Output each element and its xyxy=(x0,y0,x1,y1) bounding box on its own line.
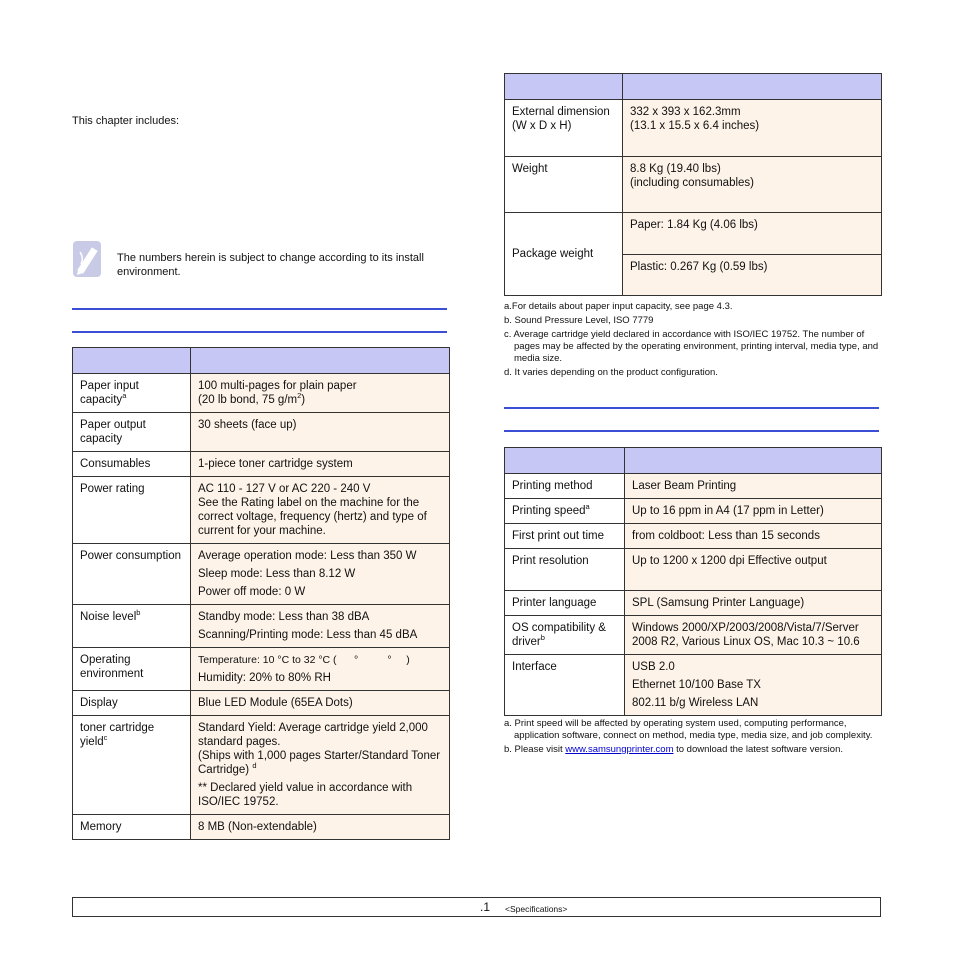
section-rule-top xyxy=(504,407,879,409)
row-label: Printing speed$^a$ xyxy=(505,499,625,524)
row-value: from coldboot: Less than 15 seconds xyxy=(625,524,882,549)
section-rule-bottom xyxy=(504,430,879,432)
table-row xyxy=(73,691,450,716)
table-row xyxy=(505,524,882,549)
footnote: a.For details about paper input capacity, see page 4.3. xyxy=(504,301,733,312)
table-row xyxy=(73,815,450,840)
row-value: Average operation mode: Less than 350 W Sleep mode: Less than 8.12 W Power off mode: 0 W xyxy=(191,544,450,605)
row-label: Operating environment xyxy=(73,648,191,691)
row-label: toner cartridge yield$^c$ xyxy=(73,716,191,815)
intro-text: This chapter includes: xyxy=(72,115,179,127)
table-row xyxy=(73,413,450,452)
note-text: The numbers herein is subject to change according to its install environment. xyxy=(117,252,424,278)
table-row xyxy=(73,452,450,477)
row-label: Interface xyxy=(505,655,625,716)
row-label: External dimension (W x D x H) xyxy=(505,100,623,157)
row-value: 8.8 Kg (19.40 lbs) (including consumables) xyxy=(623,157,882,213)
row-label: Consumables xyxy=(73,452,191,477)
printer-spec-table xyxy=(504,447,882,716)
dimension-spec-table xyxy=(504,73,882,296)
row-value: Paper: 1.84 Kg (4.06 lbs) xyxy=(623,213,882,255)
row-value: Laser Beam Printing xyxy=(625,474,882,499)
footnotes-general xyxy=(504,301,880,381)
page-number: .1 xyxy=(480,900,491,914)
row-value: 30 sheets (face up) xyxy=(191,413,450,452)
header-cell xyxy=(191,348,450,374)
table-row xyxy=(505,213,882,255)
table-row xyxy=(73,374,450,413)
footnote: d. It varies depending on the product configuration. xyxy=(504,367,718,378)
section-rule-top xyxy=(72,308,447,310)
table-header-row xyxy=(73,348,450,374)
page-footer xyxy=(72,897,881,917)
header-cell xyxy=(623,74,882,100)
footnote: b. Sound Pressure Level, ISO 7779 xyxy=(504,315,654,326)
table-row xyxy=(73,544,450,605)
row-value: Blue LED Module (65EA Dots) xyxy=(191,691,450,716)
header-cell xyxy=(505,74,623,100)
row-label: OS compatibility & driver$^b$ xyxy=(505,616,625,655)
row-value: USB 2.0 Ethernet 10/100 Base TX 802.11 b/g Wireless LAN xyxy=(625,655,882,716)
table-row xyxy=(73,605,450,648)
row-value: 1-piece toner cartridge system xyxy=(191,452,450,477)
table-header-row xyxy=(505,448,882,474)
row-label: Paper output capacity xyxy=(73,413,191,452)
note-pencil-icon xyxy=(72,240,102,278)
table-row xyxy=(505,499,882,524)
row-value: 332 x 393 x 162.3mm (13.1 x 15.5 x 6.4 inches) xyxy=(623,100,882,157)
general-spec-table xyxy=(72,347,450,840)
row-label: Power rating xyxy=(73,477,191,544)
table-row xyxy=(505,655,882,716)
row-label: Display xyxy=(73,691,191,716)
table-row xyxy=(505,616,882,655)
row-value: Up to 1200 x 1200 dpi Effective output xyxy=(625,549,882,591)
row-label: Print resolution xyxy=(505,549,625,591)
row-value: 8 MB (Non-extendable) xyxy=(191,815,450,840)
row-label: Printing method xyxy=(505,474,625,499)
row-label: First print out time xyxy=(505,524,625,549)
row-label: Paper input capacity$^a$ xyxy=(73,374,191,413)
section-rule-bottom xyxy=(72,331,447,333)
header-cell xyxy=(625,448,882,474)
row-value: Temperature: 10 °C to 32 °C ( ° ° ) Humidity: 20% to 80% RH xyxy=(191,648,450,691)
row-value: Standby mode: Less than 38 dBA Scanning/Printing mode: Less than 45 dBA xyxy=(191,605,450,648)
row-label: Memory xyxy=(73,815,191,840)
table-row xyxy=(73,648,450,691)
header-cell xyxy=(73,348,191,374)
row-label: Power consumption xyxy=(73,544,191,605)
row-label: Package weight xyxy=(505,213,623,296)
row-value: Standard Yield: Average cartridge yield 2,000 standard pages. (Ships with 1,000 pages Starter/Standard Toner Cartridge) $^d$ ** Declared yield value in accordance with ISO/IEC 19752. xyxy=(191,716,450,815)
footnote: a. Print speed will be affected by operating system used, computing performance, application software, connect on method, media type, media size, and job complexity. xyxy=(504,718,873,741)
row-value: Windows 2000/XP/2003/2008/Vista/7/Server 2008 R2, Various Linux OS, Mac 10.3 ~ 10.6 xyxy=(625,616,882,655)
row-value: Up to 16 ppm in A4 (17 ppm in Letter) xyxy=(625,499,882,524)
footnote: b. Please visit www.samsungprinter.com to download the latest software version. xyxy=(504,744,843,755)
row-value: Plastic: 0.267 Kg (0.59 lbs) xyxy=(623,255,882,296)
row-label: Noise level$^b$ xyxy=(73,605,191,648)
table-row xyxy=(505,549,882,591)
table-row xyxy=(73,477,450,544)
row-value: 100 multi-pages for plain paper (20 lb bond, 75 $g/m^2$) xyxy=(191,374,450,413)
table-row xyxy=(505,474,882,499)
row-label: Printer language xyxy=(505,591,625,616)
footnote: c. Average cartridge yield declared in accordance with ISO/IEC 19752. The number of pages may be affected by the operating environment, printing interval, media type, and media size. xyxy=(504,329,879,364)
footnotes-printer xyxy=(504,718,880,758)
table-row xyxy=(505,157,882,213)
table-row xyxy=(505,591,882,616)
table-row xyxy=(505,100,882,157)
samsung-printer-link[interactable]: www.samsungprinter.com xyxy=(565,744,674,755)
row-value: AC 110 - 127 V or AC 220 - 240 V See the Rating label on the machine for the correct voltage, frequency (hertz) and type of current for your machine. xyxy=(191,477,450,544)
section-name: <Specifications> xyxy=(505,904,568,914)
row-value: SPL (Samsung Printer Language) xyxy=(625,591,882,616)
row-label: Weight xyxy=(505,157,623,213)
table-header-row xyxy=(505,74,882,100)
table-row xyxy=(73,716,450,815)
header-cell xyxy=(505,448,625,474)
